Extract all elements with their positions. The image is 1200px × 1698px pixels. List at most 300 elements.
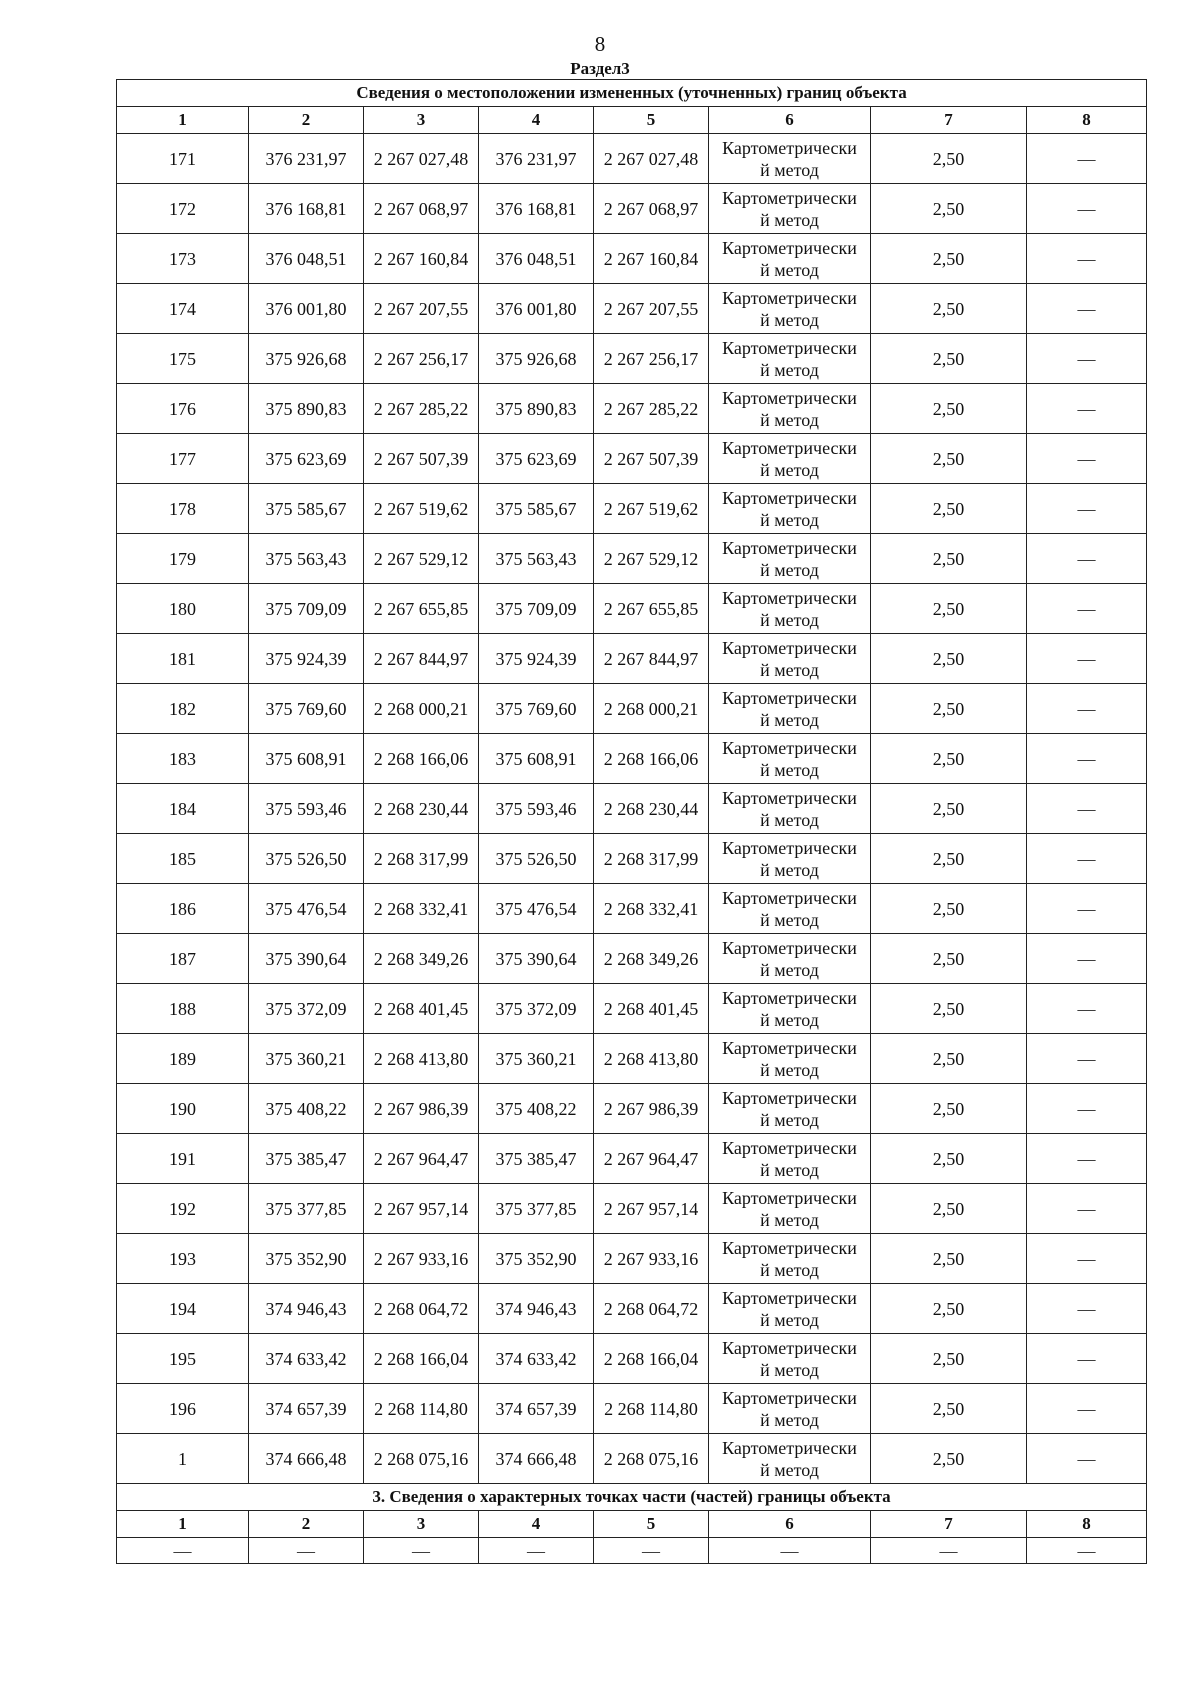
x-coordinate-existing-cell: 375 769,60 <box>249 684 364 734</box>
y-coordinate-existing-cell: 2 267 964,47 <box>364 1134 479 1184</box>
accuracy-cell: 2,50 <box>871 484 1027 534</box>
column-number-row <box>117 107 1147 134</box>
method-text-line: й метод <box>760 859 819 880</box>
y-coordinate-existing-cell: 2 268 413,80 <box>364 1034 479 1084</box>
method-text-line: й метод <box>760 309 819 330</box>
x-coordinate-refined-cell: 375 608,91 <box>479 734 594 784</box>
part-column-number: 1 <box>117 1511 249 1538</box>
column-number: 5 <box>594 107 709 134</box>
part-column-number: 2 <box>249 1511 364 1538</box>
y-coordinate-existing-cell: 2 268 114,80 <box>364 1384 479 1434</box>
method-text-line: й метод <box>760 1409 819 1430</box>
x-coordinate-refined-cell: 375 585,67 <box>479 484 594 534</box>
x-coordinate-refined-cell: 375 476,54 <box>479 884 594 934</box>
x-coordinate-refined-cell: 374 946,43 <box>479 1284 594 1334</box>
y-coordinate-existing-cell: 2 267 285,22 <box>364 384 479 434</box>
method-text-line: й метод <box>760 559 819 580</box>
method-cell <box>709 1084 871 1134</box>
method-text-line: Картометрически <box>722 437 857 458</box>
table-caption: Сведения о местоположении измененных (уточненных) границ объекта <box>117 80 1147 107</box>
point-number-cell: 195 <box>117 1334 249 1384</box>
accuracy-cell: 2,50 <box>871 434 1027 484</box>
table-row <box>117 134 1147 184</box>
y-coordinate-existing-cell: 2 268 349,26 <box>364 934 479 984</box>
method-cell <box>709 934 871 984</box>
x-coordinate-existing-cell: 374 657,39 <box>249 1384 364 1434</box>
x-coordinate-refined-cell: 375 372,09 <box>479 984 594 1034</box>
method-text-line: й метод <box>760 209 819 230</box>
note-cell: — <box>1027 1184 1147 1234</box>
table-row <box>117 1334 1147 1384</box>
method-text-line: Картометрически <box>722 1437 857 1458</box>
point-number-cell: 185 <box>117 834 249 884</box>
y-coordinate-refined-cell: 2 267 655,85 <box>594 584 709 634</box>
y-coordinate-existing-cell: 2 267 986,39 <box>364 1084 479 1134</box>
x-coordinate-existing-cell: 374 633,42 <box>249 1334 364 1384</box>
x-coordinate-existing-cell: 376 231,97 <box>249 134 364 184</box>
part-empty-cell: — <box>1027 1538 1147 1564</box>
method-text-line: Картометрически <box>722 187 857 208</box>
part-column-number: 6 <box>709 1511 871 1538</box>
y-coordinate-existing-cell: 2 268 332,41 <box>364 884 479 934</box>
table-row <box>117 1434 1147 1484</box>
part-empty-row <box>117 1538 1147 1564</box>
method-text-line: Картометрически <box>722 1387 857 1408</box>
y-coordinate-existing-cell: 2 268 064,72 <box>364 1284 479 1334</box>
method-text-line: й метод <box>760 459 819 480</box>
method-text-line: Картометрически <box>722 287 857 308</box>
point-number-cell: 186 <box>117 884 249 934</box>
method-cell <box>709 384 871 434</box>
method-text-line: Картометрически <box>722 787 857 808</box>
method-text-line: й метод <box>760 259 819 280</box>
method-text-line: й метод <box>760 1309 819 1330</box>
note-cell: — <box>1027 1234 1147 1284</box>
y-coordinate-refined-cell: 2 267 027,48 <box>594 134 709 184</box>
note-cell: — <box>1027 334 1147 384</box>
note-cell: — <box>1027 784 1147 834</box>
accuracy-cell: 2,50 <box>871 1034 1027 1084</box>
part-empty-cell: — <box>117 1538 249 1564</box>
y-coordinate-refined-cell: 2 268 166,04 <box>594 1334 709 1384</box>
y-coordinate-refined-cell: 2 268 317,99 <box>594 834 709 884</box>
table-row <box>117 484 1147 534</box>
method-text-line: й метод <box>760 659 819 680</box>
point-number-cell: 174 <box>117 284 249 334</box>
table-row <box>117 434 1147 484</box>
note-cell: — <box>1027 984 1147 1034</box>
x-coordinate-existing-cell: 375 377,85 <box>249 1184 364 1234</box>
y-coordinate-refined-cell: 2 268 349,26 <box>594 934 709 984</box>
accuracy-cell: 2,50 <box>871 684 1027 734</box>
x-coordinate-refined-cell: 376 168,81 <box>479 184 594 234</box>
point-number-cell: 180 <box>117 584 249 634</box>
accuracy-cell: 2,50 <box>871 184 1027 234</box>
accuracy-cell: 2,50 <box>871 584 1027 634</box>
y-coordinate-refined-cell: 2 268 000,21 <box>594 684 709 734</box>
point-number-cell: 192 <box>117 1184 249 1234</box>
method-text-line: й метод <box>760 959 819 980</box>
table-caption-row <box>117 80 1147 107</box>
x-coordinate-existing-cell: 375 890,83 <box>249 384 364 434</box>
point-number-cell: 189 <box>117 1034 249 1084</box>
y-coordinate-existing-cell: 2 268 075,16 <box>364 1434 479 1484</box>
method-cell <box>709 734 871 784</box>
method-text-line: й метод <box>760 1009 819 1030</box>
note-cell: — <box>1027 1384 1147 1434</box>
point-number-cell: 193 <box>117 1234 249 1284</box>
method-cell <box>709 1384 871 1434</box>
point-number-cell: 173 <box>117 234 249 284</box>
accuracy-cell: 2,50 <box>871 534 1027 584</box>
point-number-cell: 182 <box>117 684 249 734</box>
x-coordinate-refined-cell: 375 385,47 <box>479 1134 594 1184</box>
y-coordinate-existing-cell: 2 267 160,84 <box>364 234 479 284</box>
method-text-line: й метод <box>760 409 819 430</box>
y-coordinate-refined-cell: 2 267 256,17 <box>594 334 709 384</box>
point-number-cell: 176 <box>117 384 249 434</box>
part-column-number-row <box>117 1511 1147 1538</box>
method-cell <box>709 134 871 184</box>
note-cell: — <box>1027 1134 1147 1184</box>
accuracy-cell: 2,50 <box>871 1334 1027 1384</box>
x-coordinate-existing-cell: 375 352,90 <box>249 1234 364 1284</box>
accuracy-cell: 2,50 <box>871 1184 1027 1234</box>
x-coordinate-existing-cell: 375 709,09 <box>249 584 364 634</box>
y-coordinate-existing-cell: 2 267 933,16 <box>364 1234 479 1284</box>
x-coordinate-refined-cell: 375 390,64 <box>479 934 594 984</box>
x-coordinate-existing-cell: 375 476,54 <box>249 884 364 934</box>
y-coordinate-refined-cell: 2 268 230,44 <box>594 784 709 834</box>
table-row <box>117 1384 1147 1434</box>
x-coordinate-existing-cell: 375 585,67 <box>249 484 364 534</box>
x-coordinate-existing-cell: 375 608,91 <box>249 734 364 784</box>
table-row <box>117 634 1147 684</box>
x-coordinate-existing-cell: 375 390,64 <box>249 934 364 984</box>
accuracy-cell: 2,50 <box>871 834 1027 884</box>
table-row <box>117 984 1147 1034</box>
point-number-cell: 184 <box>117 784 249 834</box>
x-coordinate-refined-cell: 374 657,39 <box>479 1384 594 1434</box>
section-title: Раздел3 <box>570 59 630 78</box>
x-coordinate-refined-cell: 375 526,50 <box>479 834 594 884</box>
y-coordinate-existing-cell: 2 268 000,21 <box>364 684 479 734</box>
point-number-cell: 183 <box>117 734 249 784</box>
method-cell <box>709 1234 871 1284</box>
point-number-cell: 1 <box>117 1434 249 1484</box>
accuracy-cell: 2,50 <box>871 934 1027 984</box>
note-cell: — <box>1027 1334 1147 1384</box>
point-number-cell: 188 <box>117 984 249 1034</box>
accuracy-cell: 2,50 <box>871 1434 1027 1484</box>
method-text-line: Картометрически <box>722 1337 857 1358</box>
y-coordinate-existing-cell: 2 267 519,62 <box>364 484 479 534</box>
note-cell: — <box>1027 434 1147 484</box>
x-coordinate-refined-cell: 374 633,42 <box>479 1334 594 1384</box>
method-text-line: й метод <box>760 1209 819 1230</box>
method-text-line: Картометрически <box>722 687 857 708</box>
accuracy-cell: 2,50 <box>871 234 1027 284</box>
method-text-line: Картометрически <box>722 737 857 758</box>
column-number: 7 <box>871 107 1027 134</box>
y-coordinate-refined-cell: 2 267 986,39 <box>594 1084 709 1134</box>
method-text-line: Картометрически <box>722 1187 857 1208</box>
column-number: 1 <box>117 107 249 134</box>
y-coordinate-refined-cell: 2 268 166,06 <box>594 734 709 784</box>
table-row <box>117 584 1147 634</box>
method-cell <box>709 884 871 934</box>
y-coordinate-refined-cell: 2 268 075,16 <box>594 1434 709 1484</box>
y-coordinate-existing-cell: 2 267 207,55 <box>364 284 479 334</box>
note-cell: — <box>1027 534 1147 584</box>
point-number-cell: 171 <box>117 134 249 184</box>
part-section-caption: 3. Сведения о характерных точках части (частей) границы объекта <box>117 1484 1147 1511</box>
x-coordinate-existing-cell: 375 563,43 <box>249 534 364 584</box>
y-coordinate-existing-cell: 2 267 957,14 <box>364 1184 479 1234</box>
method-text-line: Картометрически <box>722 237 857 258</box>
method-text-line: Картометрически <box>722 887 857 908</box>
method-text-line: й метод <box>760 759 819 780</box>
table-row <box>117 1234 1147 1284</box>
y-coordinate-existing-cell: 2 267 507,39 <box>364 434 479 484</box>
note-cell: — <box>1027 1034 1147 1084</box>
x-coordinate-refined-cell: 375 563,43 <box>479 534 594 584</box>
x-coordinate-existing-cell: 376 001,80 <box>249 284 364 334</box>
accuracy-cell: 2,50 <box>871 1284 1027 1334</box>
y-coordinate-existing-cell: 2 268 166,06 <box>364 734 479 784</box>
part-empty-cell: — <box>479 1538 594 1564</box>
y-coordinate-existing-cell: 2 267 068,97 <box>364 184 479 234</box>
method-cell <box>709 484 871 534</box>
method-text-line: Картометрически <box>722 1037 857 1058</box>
x-coordinate-existing-cell: 374 946,43 <box>249 1284 364 1334</box>
part-column-number: 3 <box>364 1511 479 1538</box>
y-coordinate-refined-cell: 2 268 114,80 <box>594 1384 709 1434</box>
x-coordinate-existing-cell: 374 666,48 <box>249 1434 364 1484</box>
note-cell: — <box>1027 734 1147 784</box>
method-text-line: Картометрически <box>722 1287 857 1308</box>
method-text-line: й метод <box>760 509 819 530</box>
page-number: 8 <box>594 32 606 56</box>
method-cell <box>709 1134 871 1184</box>
part-caption-row <box>117 1484 1147 1511</box>
point-number-cell: 187 <box>117 934 249 984</box>
method-text-line: Картометрически <box>722 987 857 1008</box>
x-coordinate-existing-cell: 375 593,46 <box>249 784 364 834</box>
point-number-cell: 175 <box>117 334 249 384</box>
x-coordinate-refined-cell: 375 377,85 <box>479 1184 594 1234</box>
method-cell <box>709 434 871 484</box>
method-text-line: Картометрически <box>722 337 857 358</box>
y-coordinate-refined-cell: 2 267 933,16 <box>594 1234 709 1284</box>
method-text-line: Картометрически <box>722 537 857 558</box>
method-text-line: й метод <box>760 709 819 730</box>
method-cell <box>709 984 871 1034</box>
y-coordinate-refined-cell: 2 267 207,55 <box>594 284 709 334</box>
x-coordinate-refined-cell: 376 048,51 <box>479 234 594 284</box>
table-row <box>117 834 1147 884</box>
part-empty-cell: — <box>871 1538 1027 1564</box>
note-cell: — <box>1027 1284 1147 1334</box>
point-number-cell: 194 <box>117 1284 249 1334</box>
x-coordinate-existing-cell: 376 048,51 <box>249 234 364 284</box>
y-coordinate-refined-cell: 2 267 285,22 <box>594 384 709 434</box>
x-coordinate-existing-cell: 375 924,39 <box>249 634 364 684</box>
table-row <box>117 334 1147 384</box>
part-column-number: 8 <box>1027 1511 1147 1538</box>
note-cell: — <box>1027 884 1147 934</box>
x-coordinate-refined-cell: 375 623,69 <box>479 434 594 484</box>
accuracy-cell: 2,50 <box>871 734 1027 784</box>
note-cell: — <box>1027 184 1147 234</box>
column-number: 4 <box>479 107 594 134</box>
y-coordinate-refined-cell: 2 268 401,45 <box>594 984 709 1034</box>
x-coordinate-existing-cell: 375 408,22 <box>249 1084 364 1134</box>
x-coordinate-refined-cell: 374 666,48 <box>479 1434 594 1484</box>
x-coordinate-existing-cell: 375 623,69 <box>249 434 364 484</box>
y-coordinate-refined-cell: 2 267 068,97 <box>594 184 709 234</box>
x-coordinate-refined-cell: 375 924,39 <box>479 634 594 684</box>
method-cell <box>709 634 871 684</box>
note-cell: — <box>1027 834 1147 884</box>
method-text-line: й метод <box>760 1059 819 1080</box>
method-cell <box>709 834 871 884</box>
part-column-number: 4 <box>479 1511 594 1538</box>
x-coordinate-refined-cell: 375 709,09 <box>479 584 594 634</box>
x-coordinate-refined-cell: 376 001,80 <box>479 284 594 334</box>
accuracy-cell: 2,50 <box>871 784 1027 834</box>
method-text-line: й метод <box>760 159 819 180</box>
method-text-line: Картометрически <box>722 587 857 608</box>
column-number: 8 <box>1027 107 1147 134</box>
accuracy-cell: 2,50 <box>871 1084 1027 1134</box>
method-text-line: й метод <box>760 1259 819 1280</box>
table-row <box>117 1034 1147 1084</box>
table-row <box>117 784 1147 834</box>
method-text-line: Картометрически <box>722 637 857 658</box>
coordinates-table <box>116 79 1147 1564</box>
method-text-line: й метод <box>760 1109 819 1130</box>
x-coordinate-existing-cell: 375 526,50 <box>249 834 364 884</box>
x-coordinate-existing-cell: 375 372,09 <box>249 984 364 1034</box>
y-coordinate-existing-cell: 2 268 230,44 <box>364 784 479 834</box>
note-cell: — <box>1027 284 1147 334</box>
table-row <box>117 1134 1147 1184</box>
y-coordinate-refined-cell: 2 267 160,84 <box>594 234 709 284</box>
method-text-line: Картометрически <box>722 937 857 958</box>
point-number-cell: 190 <box>117 1084 249 1134</box>
x-coordinate-refined-cell: 375 360,21 <box>479 1034 594 1084</box>
x-coordinate-refined-cell: 375 408,22 <box>479 1084 594 1134</box>
method-text-line: й метод <box>760 1359 819 1380</box>
table-row <box>117 684 1147 734</box>
x-coordinate-refined-cell: 375 593,46 <box>479 784 594 834</box>
point-number-cell: 178 <box>117 484 249 534</box>
table-row <box>117 934 1147 984</box>
x-coordinate-refined-cell: 375 926,68 <box>479 334 594 384</box>
y-coordinate-refined-cell: 2 267 964,47 <box>594 1134 709 1184</box>
table-row <box>117 1184 1147 1234</box>
x-coordinate-refined-cell: 376 231,97 <box>479 134 594 184</box>
part-column-number: 7 <box>871 1511 1027 1538</box>
method-text-line: Картометрически <box>722 1237 857 1258</box>
note-cell: — <box>1027 234 1147 284</box>
accuracy-cell: 2,50 <box>871 1234 1027 1284</box>
method-cell <box>709 584 871 634</box>
table-row <box>117 184 1147 234</box>
method-cell <box>709 1034 871 1084</box>
method-text-line: й метод <box>760 909 819 930</box>
note-cell: — <box>1027 934 1147 984</box>
method-cell <box>709 234 871 284</box>
y-coordinate-refined-cell: 2 267 519,62 <box>594 484 709 534</box>
note-cell: — <box>1027 1084 1147 1134</box>
part-column-number: 5 <box>594 1511 709 1538</box>
method-cell <box>709 684 871 734</box>
x-coordinate-existing-cell: 375 385,47 <box>249 1134 364 1184</box>
method-text-line: Картометрически <box>722 487 857 508</box>
method-cell <box>709 1184 871 1234</box>
x-coordinate-existing-cell: 375 360,21 <box>249 1034 364 1084</box>
method-cell <box>709 184 871 234</box>
method-text-line: Картометрически <box>722 1137 857 1158</box>
method-cell <box>709 284 871 334</box>
note-cell: — <box>1027 134 1147 184</box>
point-number-cell: 177 <box>117 434 249 484</box>
y-coordinate-existing-cell: 2 267 844,97 <box>364 634 479 684</box>
method-text-line: й метод <box>760 359 819 380</box>
y-coordinate-existing-cell: 2 268 166,04 <box>364 1334 479 1384</box>
method-text-line: й метод <box>760 1159 819 1180</box>
y-coordinate-existing-cell: 2 268 317,99 <box>364 834 479 884</box>
method-cell <box>709 1434 871 1484</box>
y-coordinate-refined-cell: 2 267 529,12 <box>594 534 709 584</box>
method-text-line: й метод <box>760 609 819 630</box>
column-number: 3 <box>364 107 479 134</box>
part-empty-cell: — <box>594 1538 709 1564</box>
part-empty-cell: — <box>249 1538 364 1564</box>
method-cell <box>709 784 871 834</box>
method-cell <box>709 334 871 384</box>
point-number-cell: 181 <box>117 634 249 684</box>
accuracy-cell: 2,50 <box>871 984 1027 1034</box>
accuracy-cell: 2,50 <box>871 384 1027 434</box>
table-row <box>117 1284 1147 1334</box>
note-cell: — <box>1027 484 1147 534</box>
point-number-cell: 196 <box>117 1384 249 1434</box>
note-cell: — <box>1027 1434 1147 1484</box>
table-row <box>117 884 1147 934</box>
table-row <box>117 234 1147 284</box>
accuracy-cell: 2,50 <box>871 1134 1027 1184</box>
y-coordinate-existing-cell: 2 267 256,17 <box>364 334 479 384</box>
note-cell: — <box>1027 634 1147 684</box>
y-coordinate-refined-cell: 2 267 957,14 <box>594 1184 709 1234</box>
note-cell: — <box>1027 584 1147 634</box>
column-number: 2 <box>249 107 364 134</box>
x-coordinate-existing-cell: 375 926,68 <box>249 334 364 384</box>
method-text-line: Картометрически <box>722 387 857 408</box>
note-cell: — <box>1027 384 1147 434</box>
note-cell: — <box>1027 684 1147 734</box>
y-coordinate-refined-cell: 2 268 332,41 <box>594 884 709 934</box>
method-text-line: Картометрически <box>722 837 857 858</box>
method-text-line: й метод <box>760 809 819 830</box>
method-text-line: Картометрически <box>722 1087 857 1108</box>
part-empty-cell: — <box>709 1538 871 1564</box>
x-coordinate-existing-cell: 376 168,81 <box>249 184 364 234</box>
y-coordinate-existing-cell: 2 267 529,12 <box>364 534 479 584</box>
